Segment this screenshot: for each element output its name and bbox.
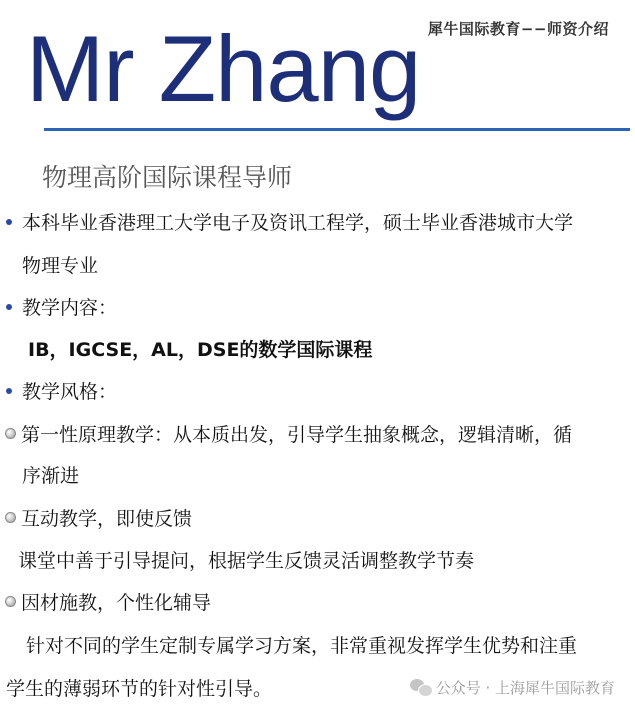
teaching-style-item bbox=[6, 377, 117, 404]
style-1-line-1: 第一性原理教学：从本质出发，引导学生抽象概念，逻辑清晰，循 bbox=[21, 424, 573, 446]
teaching-content-value: IB，IGCSE，AL，DSE的数学国际课程 bbox=[28, 339, 373, 361]
bullet-icon bbox=[6, 219, 12, 225]
bullet-icon bbox=[6, 304, 12, 310]
header-tag: 犀牛国际教育−−师资介绍 bbox=[427, 20, 609, 38]
education-line-1: 本科毕业香港理工大学电子及资讯工程学，硕士毕业香港城市大学 bbox=[22, 212, 574, 234]
style-item-2 bbox=[5, 504, 192, 531]
style-item-3 bbox=[5, 588, 211, 615]
style-2-title: 互动教学，即使反馈 bbox=[21, 508, 193, 530]
education-item bbox=[6, 208, 573, 235]
style-1-line-2: 序渐进 bbox=[22, 465, 80, 487]
style-3-desc-line-1: 针对不同的学生定制专属学习方案，非常重视发挥学生优势和注重 bbox=[26, 635, 578, 657]
style-item-1 bbox=[5, 420, 572, 447]
teaching-content-item bbox=[6, 293, 117, 320]
sub-bullet-icon bbox=[5, 428, 16, 439]
bullet-icon bbox=[6, 388, 12, 394]
teaching-style-label: 教学风格： bbox=[22, 381, 118, 403]
sub-bullet-icon bbox=[5, 596, 16, 607]
wechat-icon bbox=[410, 679, 432, 695]
style-3-title: 因材施教，个性化辅导 bbox=[21, 592, 212, 614]
style-2-desc: 课堂中善于引导提问，根据学生反馈灵活调整教学节奏 bbox=[18, 550, 475, 572]
subtitle: 物理高阶国际课程导师 bbox=[42, 163, 293, 192]
page-title: Mr Zhang bbox=[26, 16, 421, 121]
teaching-content-label: 教学内容： bbox=[22, 297, 118, 319]
education-line-2: 物理专业 bbox=[22, 255, 99, 277]
style-3-desc-line-2: 学生的薄弱环节的针对性引导。 bbox=[6, 678, 273, 700]
title-divider bbox=[44, 128, 630, 131]
watermark bbox=[410, 677, 615, 698]
watermark-text: 公众号 · 上海犀牛国际教育 bbox=[435, 679, 615, 697]
sub-bullet-icon bbox=[5, 512, 16, 523]
